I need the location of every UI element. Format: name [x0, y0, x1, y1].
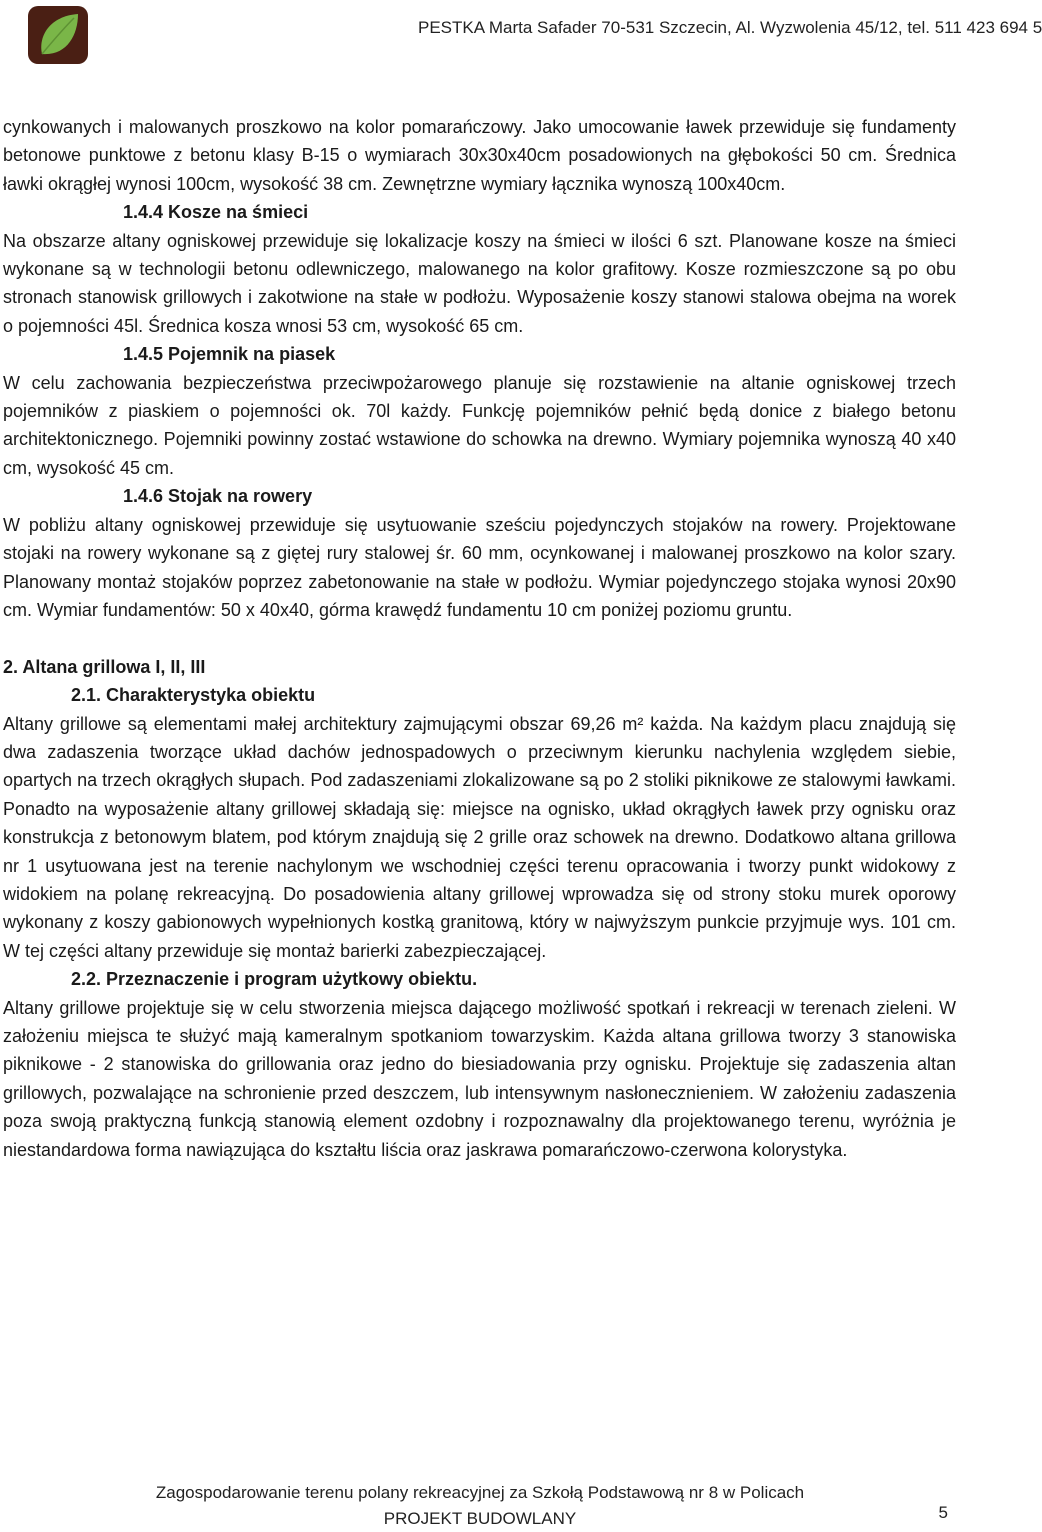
paragraph-intro: cynkowanych i malowanych proszkowo na kolor pomarańczowy. Jako umocowanie ławek przewiduje się fundamenty betonowe punktowe z betonu klasy B-15 o wymiarach 30x30x40cm posadowionych na głębokości 50 cm. Średnica ławki okrągłej wynosi 100cm, wysokość 38 cm. Zewnętrzne wymiary łącznika wynoszą 100x40cm.	[3, 117, 956, 194]
heading-1-4-6: 1.4.6 Stojak na rowery	[123, 486, 313, 507]
paragraph-1-4-5: W celu zachowania bezpieczeństwa przeciwpożarowego planuje się rozstawienie na altanie ogniskowej trzech pojemników z piaskiem o pojemności ok. 70l każdy. Funkcję pojemników pełnić będą donice z białego betonu architektonicznego. Pojemniki powinny zostać wstawione do schowka na drewno. Wymiary pojemnika wynoszą 40 x40 cm, wysokość 45 cm.	[3, 372, 956, 478]
document-body	[3, 113, 956, 1164]
footer-project-type: PROJEKT BUDOWLANY	[383, 1509, 577, 1528]
heading-2: 2. Altana grillowa I, II, III	[3, 656, 206, 677]
paragraph-1-4-4: Na obszarze altany ogniskowej przewiduje się lokalizacje koszy na śmieci w ilości 6 szt. Planowane kosze na śmieci wykonane są w technologii betonu odlewniczego, malowanego na kolor grafitowy. Kosze rozmieszczone są po obu stronach stanowisk grillowych i zakotwione na stałe w podłożu. Wyposażenie koszy stanowi stalowa obejma na worek o pojemności 45l. Średnica kosza wnosi 53 cm, wysokość 65 cm.	[3, 230, 956, 336]
heading-1-4-4: 1.4.4 Kosze na śmieci	[123, 202, 309, 223]
company-info: PESTKA Marta Safader 70-531 Szczecin, Al. Wyzwolenia 45/12, tel. 511 423 694 5	[418, 18, 1042, 37]
page-footer	[0, 1480, 960, 1532]
blank-line	[3, 624, 956, 652]
paragraph-2-1: Altany grillowe są elementami małej architektury zajmującymi obszar 69,26 m² każda. Na każdym placu znajdują się dwa zadaszenia tworzące układ dachów jednospadowych o przeciwnym kierunku nachylenia względem siebie, opartych na trzech okrągłych słupach. Pod zadaszeniami zlokalizowane są po 2 stoliki piknikowe ze stalowymi ławkami. Ponadto na wyposażenie altany grillowej składają się: miejsce na ognisko, układ okrągłych ławek przy ognisku oraz konstrukcja z betonowym blatem, pod którym znajdują się 2 grille oraz schowek na drewno. Dodatkowo altana grillowa nr 1 usytuowana jest na terenie nachylonym we wschodniej części terenu opracowania i tworzy punkt widokowy z widokiem na polanę rekreacyjną. Do posadowienia altany grillowej wprowadza się od strony stoku murek oporowy wykonany z koszy gabionowych wypełnionych kostką granitową, który w najwyższym punkcie przyjmuje wys. 101 cm. W tej części altany przewiduje się montaż barierki zabezpieczającej.	[3, 713, 956, 961]
paragraph-2-2: Altany grillowe projektuje się w celu stworzenia miejsca dającego możliwość spotkań i rekreacji w terenach zieleni. W założeniu miejsca te służyć mają kameralnym spotkaniom towarzyskim. Każda altana grillowa tworzy 3 stanowiska piknikowe - 2 stanowiska do grillowania oraz jedno do biesiadowania przy ognisku. Projektuje się zadaszenia altan grillowych, pozwalające na schronienie przed deszczem, lub intensywnym nasłonecznieniem. W założeniu zadaszenia poza swoją praktyczną funkcją stanowią element ozdobny i rozpoznawalny dla projektowanego terenu, wyróżnia je niestandardowa forma nawiązująca do kształtu liścia oraz jaskrawa pomarańczowo-czerwona kolorystyka.	[3, 997, 956, 1160]
heading-1-4-5: 1.4.5 Pojemnik na piasek	[123, 344, 336, 365]
paragraph-1-4-6: W pobliżu altany ogniskowej przewiduje się usytuowanie sześciu pojedynczych stojaków na rowery. Projektowane stojaki na rowery wykonane są z giętej rury stalowej śr. 60 mm, ocynkowanej i malowanej proszkowo na kolor szary. Planowany montaż stojaków poprzez zabetonowanie na stałe w podłożu. Wymiar pojedynczego stojaka wynosi 20x90 cm. Wymiar fundamentów: 50 x 40x40, górma krawędź fundamentu 10 cm poniżej poziomu gruntu.	[3, 514, 956, 620]
page-header	[0, 0, 1042, 70]
leaf-logo-icon	[28, 6, 88, 64]
footer-project-title: Zagospodarowanie terenu polany rekreacyjnej za Szkołą Podstawową nr 8 w Policach	[155, 1483, 805, 1502]
page-number: 5	[938, 1503, 948, 1522]
heading-2-2: 2.2. Przeznaczenie i program użytkowy obiektu.	[71, 969, 478, 990]
heading-2-1: 2.1. Charakterystyka obiektu	[71, 685, 316, 706]
